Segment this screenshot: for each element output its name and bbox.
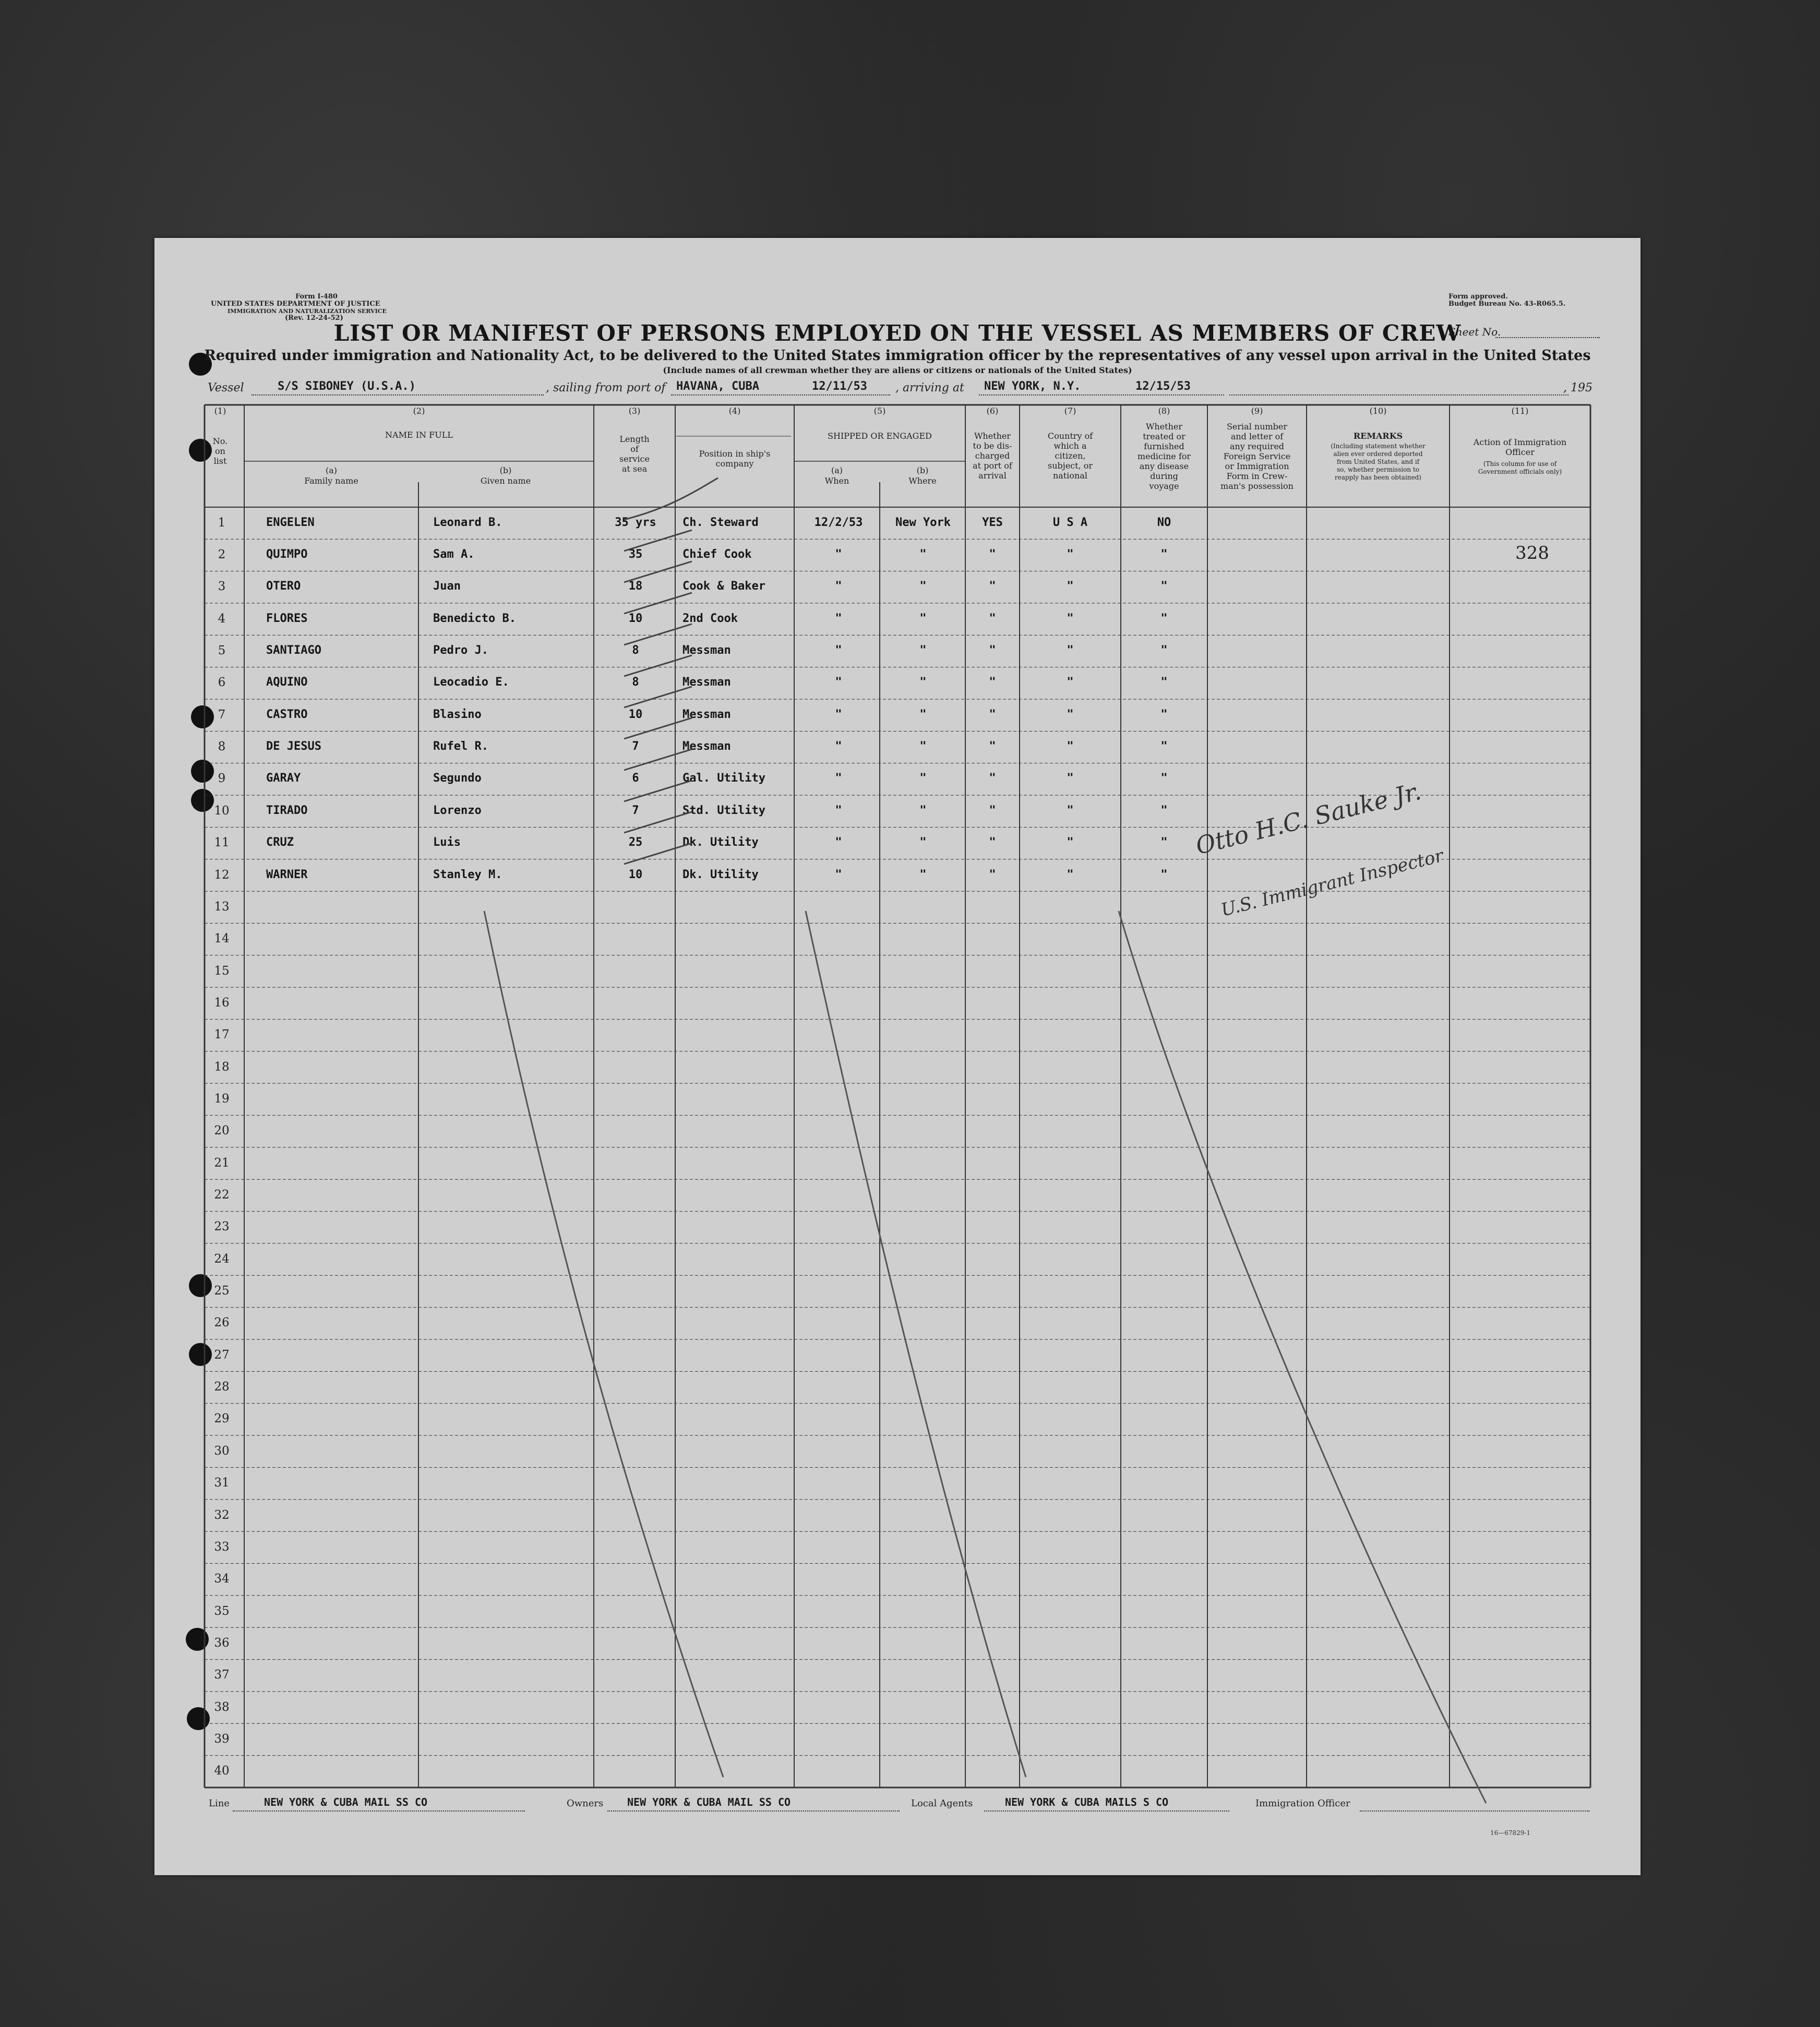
row-number: 30 [214,1444,230,1458]
col2b-header: Given name [480,476,531,486]
row-number: 34 [214,1572,230,1586]
row-number: 4 [218,611,226,626]
row-number: 5 [218,644,226,658]
approval-line-2: Budget Bureau No. 43-R065.5. [1448,300,1566,308]
crew-position: Std. Utility [682,803,765,817]
crew-country: U S A [1052,515,1088,529]
crew-family-name: DE JESUS [266,740,321,753]
crew-medicine: NO [1157,515,1171,529]
crew-shipped-where: " [919,803,927,817]
crew-family-name: CASTRO [266,707,308,721]
col3-number: (3) [628,406,641,416]
row-number: 18 [214,1060,230,1074]
crew-shipped-where: " [919,836,927,849]
stamp-number: 328 [1515,543,1549,563]
col11-header: Action of Immigration Officer [1473,437,1567,457]
crew-given-name: Luis [433,836,461,849]
crew-medicine: " [1160,580,1168,593]
form-revision: (Rev. 12-24-52) [285,314,343,322]
crew-country: " [1067,740,1074,753]
crew-shipped-when: " [835,611,842,625]
crew-discharged: " [989,868,996,881]
crew-shipped-where: " [919,772,927,785]
footer-agents-value: NEW YORK & CUBA MAILS S CO [1005,1796,1169,1808]
col9-header: Serial number and letter of any required Foreign Service or Immigration Form in Crew- man's possession [1220,422,1294,491]
crew-shipped-where: " [919,707,927,721]
crew-given-name: Sam A. [433,548,475,561]
row-number: 13 [214,899,230,914]
row-number: 35 [214,1604,230,1618]
inspector-signature: Otto H.C. Sauke Jr. [1193,776,1424,860]
footer-owners-underline [607,1810,900,1812]
row-number: 40 [214,1764,230,1778]
col3-header: Length of service at sea [619,434,650,474]
crew-country: " [1067,772,1074,785]
row-number: 21 [214,1156,230,1170]
sailing-date: 12/11/53 [812,380,867,393]
col9-number: (9) [1251,406,1263,416]
sailing-label: , sailing from port of [546,381,666,394]
row-number: 31 [214,1476,230,1490]
row-number: 17 [214,1028,230,1042]
crew-given-name: Benedicto B. [433,611,516,625]
crew-family-name: GARAY [266,772,301,785]
crew-discharged: " [989,772,996,785]
row-number: 20 [214,1124,230,1138]
crew-given-name: Leocadio E. [433,676,509,689]
crew-family-name: SANTIAGO [266,644,321,657]
sailing-port: HAVANA, CUBA [676,380,759,393]
crew-medicine: " [1160,548,1168,561]
crew-medicine: " [1160,772,1168,785]
crew-given-name: Lorenzo [433,803,482,817]
row-number: 6 [218,676,226,690]
crew-shipped-when: " [835,707,842,721]
crew-family-name: TIRADO [266,803,308,817]
row-number: 19 [214,1092,230,1106]
col5-header: SHIPPED OR ENGAGED [828,431,932,441]
form-number: Form I-480 [295,293,338,301]
arriving-label: , arriving at [895,381,964,394]
crew-family-name: ENGELEN [266,515,315,529]
crew-shipped-where: " [919,868,927,881]
row-number: 24 [214,1252,230,1266]
crew-position: Ch. Steward [682,515,759,529]
col5b-letter: (b) [916,465,929,475]
col2-number: (2) [413,406,425,416]
col6-header: Whether to be dis- charged at port of arrival [973,431,1012,481]
col1-header: No. on list [212,436,228,466]
crew-family-name: CRUZ [266,836,294,849]
crew-medicine: " [1160,836,1168,849]
crew-discharged: " [989,740,996,753]
crew-shipped-where: " [919,611,927,625]
col5a-header: When [824,476,849,486]
crew-discharged: YES [982,515,1003,529]
crew-country: " [1067,836,1074,849]
crew-country: " [1067,548,1074,561]
crew-discharged: " [989,580,996,593]
crew-shipped-when: " [835,580,842,593]
inspector-title: U.S. Immigrant Inspector [1219,845,1446,921]
crew-shipped-when: " [835,868,842,881]
row-number: 33 [214,1540,230,1554]
year-suffix: , 195 [1563,381,1592,394]
crew-given-name: Blasino [433,707,482,721]
row-number: 39 [214,1732,230,1746]
row-number: 26 [214,1316,230,1330]
footer-officer-underline [1360,1810,1589,1812]
col10-header: REMARKS [1353,431,1403,441]
col7-number: (7) [1064,406,1076,416]
crew-given-name: Pedro J. [433,644,488,657]
crew-shipped-where: " [919,548,927,561]
row-number: 10 [214,803,230,818]
crew-medicine: " [1160,868,1168,881]
footer-line-underline [233,1810,525,1812]
col2a-header: Family name [304,476,358,486]
crew-given-name: Rufel R. [433,740,488,753]
crew-medicine: " [1160,707,1168,721]
crew-service-length: 8 [632,644,639,657]
crew-position: Messman [682,676,731,689]
crew-position: Cook & Baker [682,580,765,593]
row-number: 25 [214,1284,230,1298]
footer-owners-value: NEW YORK & CUBA MAIL SS CO [627,1796,791,1808]
crew-shipped-when: " [835,740,842,753]
footer-agents-underline [984,1810,1229,1812]
crew-country: " [1067,676,1074,689]
row-number: 29 [214,1412,230,1426]
agency-line-2: IMMIGRATION AND NATURALIZATION SERVICE [228,308,387,315]
crew-service-length: 35 [628,548,643,561]
crew-country: " [1067,644,1074,657]
crew-shipped-when: 12/2/53 [814,515,863,529]
crew-service-length: 7 [632,740,639,753]
arrival-date: 12/15/53 [1135,380,1191,393]
crew-family-name: FLORES [266,611,308,625]
col7-header: Country of which a citizen, subject, or national [1047,431,1093,481]
col2b-letter: (b) [499,465,512,475]
crew-position: 2nd Cook [682,611,738,625]
vessel-label: Vessel [208,381,244,394]
crew-discharged: " [989,676,996,689]
col10-number: (10) [1369,406,1387,416]
col5a-letter: (a) [831,465,843,475]
col10-note: (Including statement whether alien ever ordered deported from United States, and if so, whether permission to reapply has been obtained) [1331,442,1426,481]
crew-shipped-when: " [835,836,842,849]
crew-shipped-where: " [919,644,927,657]
approval-line-1: Form approved. [1448,293,1508,301]
crew-shipped-when: " [835,548,842,561]
footer-agents-label: Local Agents [911,1798,973,1809]
crew-given-name: Stanley M. [433,868,502,881]
row-number: 37 [214,1668,230,1682]
crew-shipped-where: " [919,580,927,593]
crew-position: Dk. Utility [682,868,759,881]
page-subtitle: Required under immigration and Nationality Act, to be delivered to the United States immigration officer by the representatives of any vessel upon arrival in the United States [204,347,1591,364]
crew-medicine: " [1160,611,1168,625]
agency-line-1: UNITED STATES DEPARTMENT OF JUSTICE [211,300,380,308]
crew-position: Chief Cook [682,548,752,561]
col6-number: (6) [986,406,999,416]
col5-number: (5) [873,406,886,416]
sheet-number-label: Sheet No. [1448,326,1501,338]
row-number: 1 [218,515,226,530]
row-number: 2 [218,548,226,562]
crew-position: Messman [682,644,731,657]
crew-position: Dk. Utility [682,836,759,849]
crew-given-name: Leonard B. [433,515,502,529]
crew-family-name: QUIMPO [266,548,308,561]
crew-medicine: " [1160,803,1168,817]
crew-service-length: 10 [628,868,643,881]
crew-shipped-when: " [835,644,842,657]
crew-family-name: AQUINO [266,676,308,689]
col4-header: Position in ship's company [699,449,771,469]
footer-line-label: Line [209,1798,230,1809]
row-number: 28 [214,1380,230,1394]
crew-service-length: 18 [628,580,643,593]
crew-country: " [1067,707,1074,721]
crew-country: " [1067,868,1074,881]
crew-discharged: " [989,548,996,561]
row-number: 16 [214,995,230,1010]
col11-number: (11) [1511,406,1529,416]
row-number: 32 [214,1508,230,1522]
crew-discharged: " [989,836,996,849]
crew-country: " [1067,803,1074,817]
crew-service-length: 7 [632,803,639,817]
crew-country: " [1067,611,1074,625]
crew-service-length: 25 [628,836,643,849]
col8-number: (8) [1158,406,1170,416]
crew-discharged: " [989,611,996,625]
crew-shipped-where: " [919,740,927,753]
col4-number: (4) [728,406,741,416]
crew-shipped-when: " [835,772,842,785]
crew-service-length: 6 [632,772,639,785]
footer-owners-label: Owners [567,1798,604,1809]
page-title: LIST OR MANIFEST OF PERSONS EMPLOYED ON THE VESSEL AS MEMBERS OF CREW [333,320,1462,346]
row-number: 36 [214,1636,230,1650]
crew-given-name: Juan [433,580,461,593]
row-number: 12 [214,868,230,882]
form-print-code: 16—67829-1 [1490,1829,1531,1837]
crew-manifest-page [154,238,1641,1875]
row-number: 14 [214,932,230,946]
arrival-port: NEW YORK, N.Y. [984,380,1081,393]
page-subnote: (Include names of all crewman whether they are aliens or citizens or nationals of the United States) [663,365,1132,375]
crew-discharged: " [989,707,996,721]
crew-position: Messman [682,707,731,721]
crew-service-length: 10 [628,707,643,721]
row-number: 22 [214,1188,230,1202]
crew-family-name: WARNER [266,868,308,881]
crew-country: " [1067,580,1074,593]
crew-service-length: 8 [632,676,639,689]
row-number: 7 [218,707,226,722]
vessel-name: S/S SIBONEY (U.S.A.) [278,380,416,393]
row-number: 15 [214,964,230,978]
crew-medicine: " [1160,644,1168,657]
col2a-letter: (a) [325,465,338,475]
crew-medicine: " [1160,676,1168,689]
crew-discharged: " [989,644,996,657]
row-number: 9 [218,772,226,786]
row-number: 23 [214,1220,230,1234]
crew-medicine: " [1160,740,1168,753]
col11-note: (This column for use of Government officials only) [1478,460,1562,475]
row-number: 3 [218,580,226,594]
crew-shipped-when: " [835,803,842,817]
footer-line-value: NEW YORK & CUBA MAIL SS CO [264,1796,428,1808]
row-number: 38 [214,1700,230,1714]
crew-shipped-where: " [919,676,927,689]
row-number: 8 [218,740,226,754]
col1-number: (1) [214,406,226,416]
crew-service-length: 10 [628,611,643,625]
col5b-header: Where [908,476,937,486]
crew-shipped-where: New York [895,515,951,529]
crew-shipped-when: " [835,676,842,689]
footer-officer-label: Immigration Officer [1255,1798,1350,1809]
col8-header: Whether treated or furnished medicine for any disease during voyage [1137,422,1191,491]
row-number: 11 [214,836,230,850]
crew-discharged: " [989,803,996,817]
crew-service-length: 35 yrs [615,515,656,529]
col2-header: NAME IN FULL [385,430,453,440]
row-number: 27 [214,1348,230,1362]
crew-given-name: Segundo [433,772,482,785]
crew-position: Gal. Utility [682,772,765,785]
crew-family-name: OTERO [266,580,301,593]
crew-position: Messman [682,740,731,753]
